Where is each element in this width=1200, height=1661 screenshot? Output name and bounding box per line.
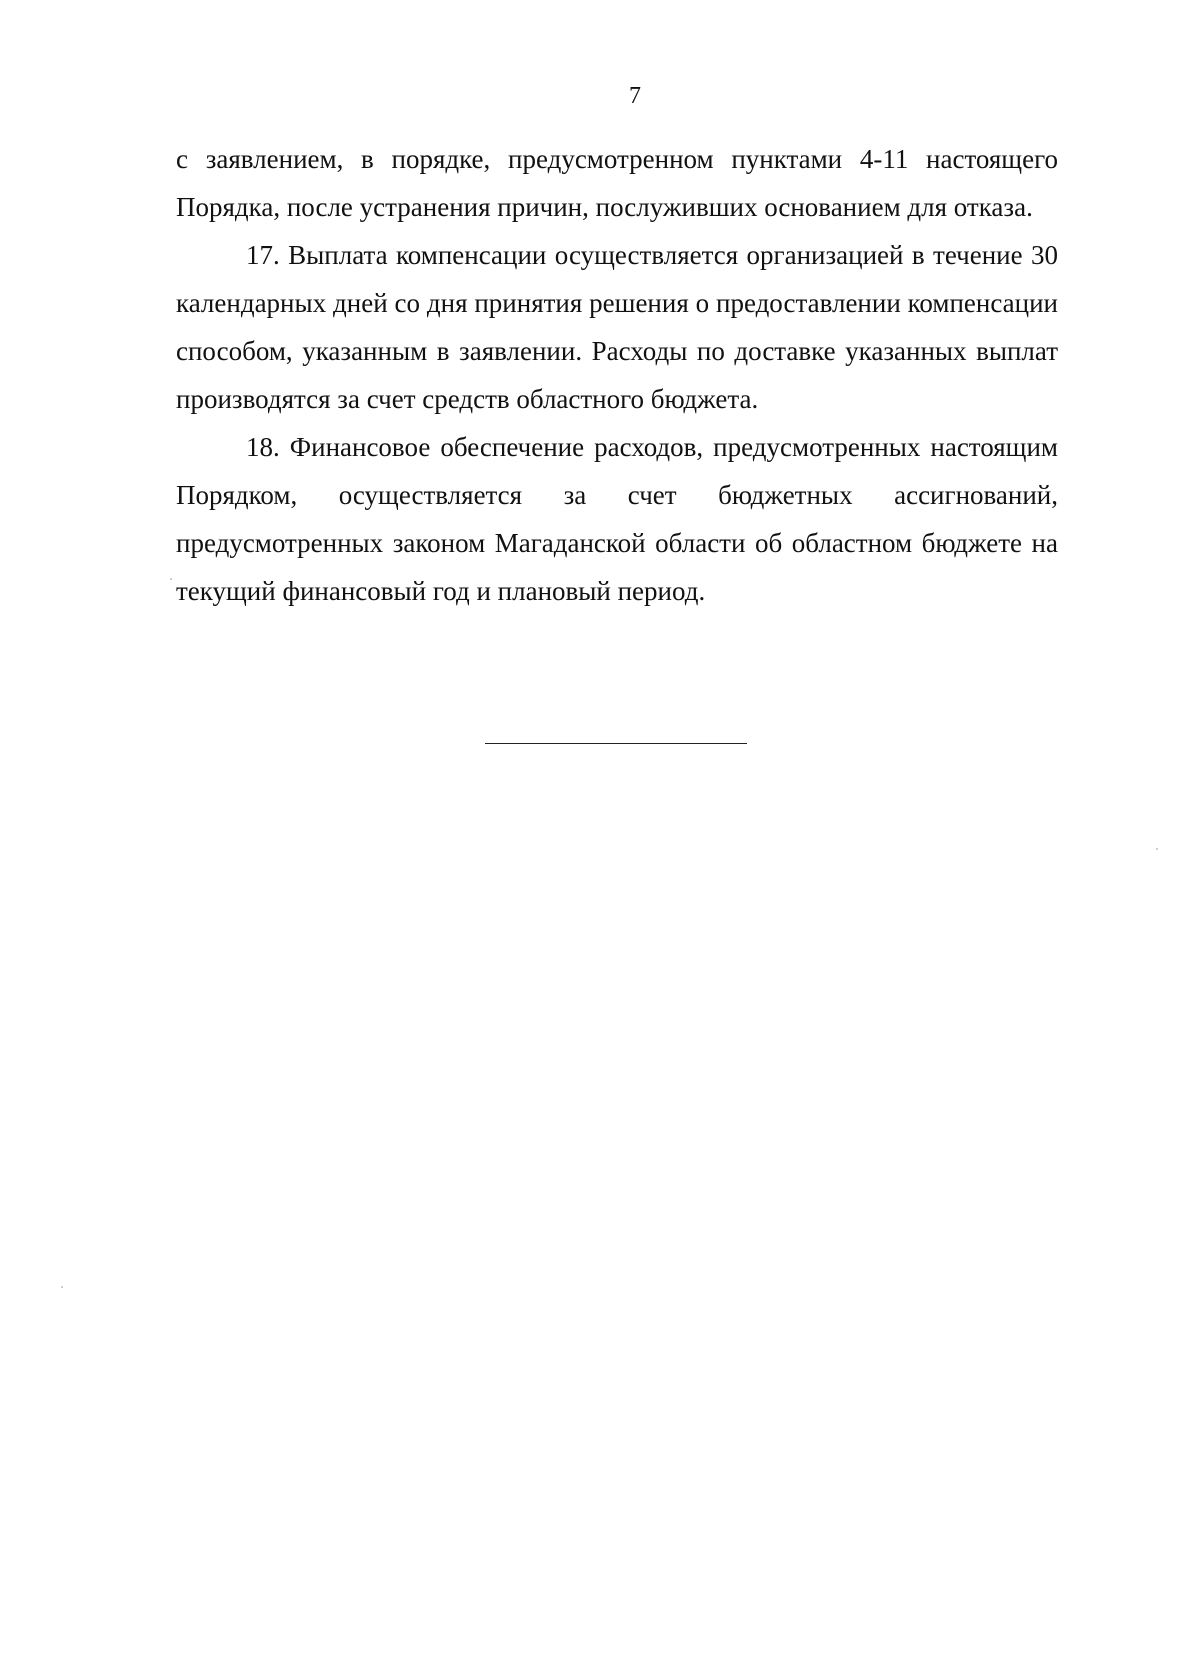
page-number: 7 bbox=[629, 83, 641, 109]
scan-speck bbox=[61, 1286, 63, 1288]
paragraph-item-17: 17. Выплата компенсации осуществляется организацией в течение 30 календарных дней со дня принятия решения о предоставлении компенсации способом, указанным в заявлении. Расходы по доставке указанных выплат производятся за счет средств областного бюджета. bbox=[176, 240, 1058, 414]
paragraph-continuation: с заявлением, в порядке, предусмотренном пунктами 4-11 настоящего Порядка, после устранения причин, послуживших основанием для отказа. bbox=[176, 144, 1058, 222]
scan-speck bbox=[1156, 848, 1158, 850]
document-body bbox=[176, 135, 1058, 615]
end-separator-line bbox=[485, 743, 747, 744]
paragraph-item-18: 18. Финансовое обеспечение расходов, предусмотренных настоящим Порядком, осуществляется за счет бюджетных ассигнований, предусмотренных законом Магаданской области об областном бюджете на текущий финансовый год и плановый период. bbox=[176, 432, 1058, 606]
scan-speck bbox=[170, 578, 172, 580]
